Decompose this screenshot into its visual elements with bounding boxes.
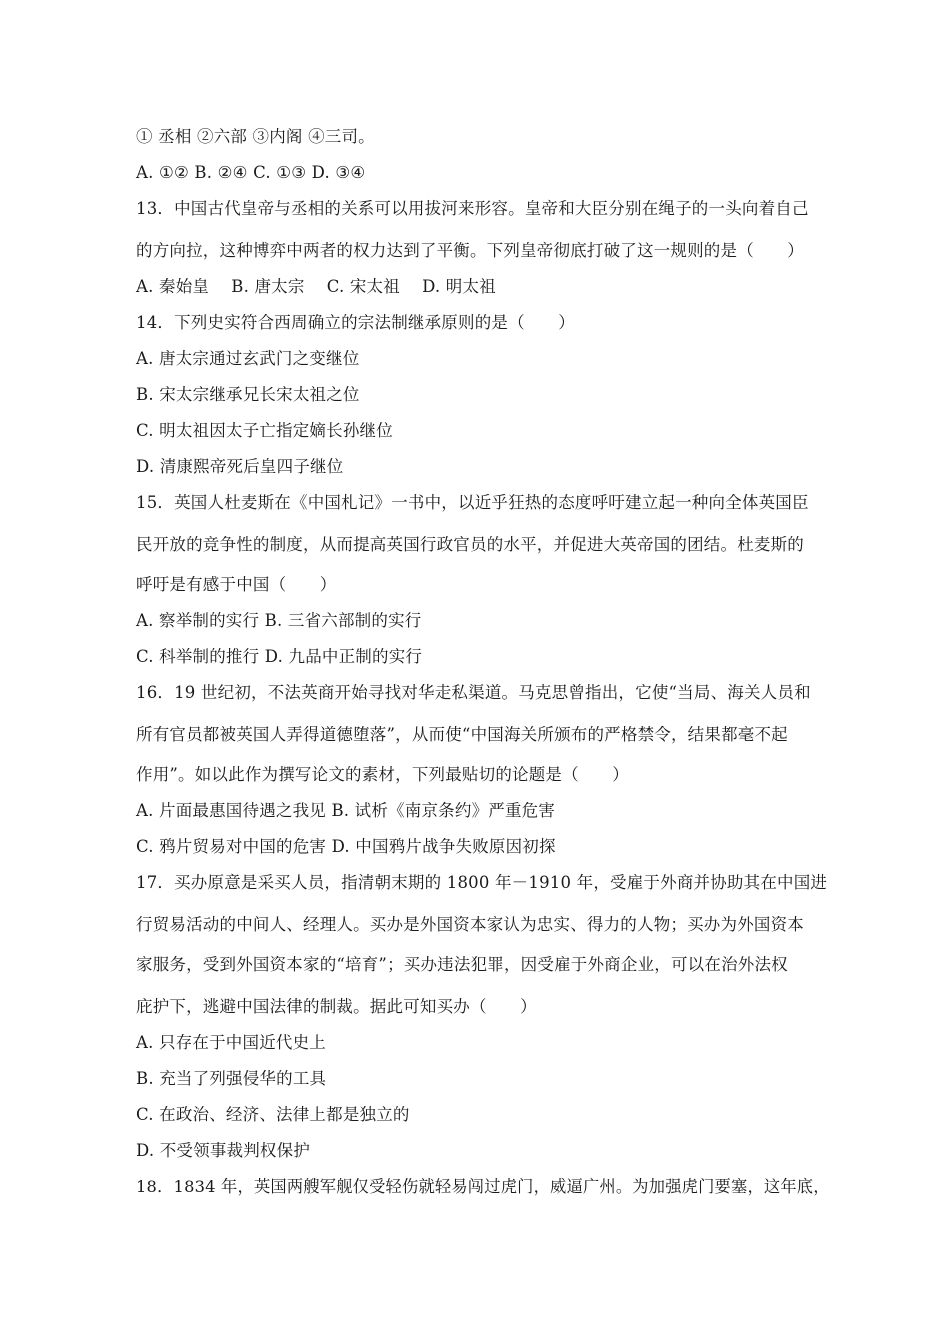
q15-options-ab: A. 察举制的实行 B. 三省六部制的实行 bbox=[136, 611, 422, 630]
q17-option-b: B. 充当了列强侵华的工具 bbox=[136, 1069, 327, 1088]
q15-stem-line-1: 15．英国人杜麦斯在《中国札记》一书中，以近乎狂热的态度呼吁建立起一种向全体英国臣 bbox=[136, 493, 809, 512]
q13-stem-line-1: 13．中国古代皇帝与丞相的关系可以用拔河来形容。皇帝和大臣分别在绳子的一头向着自己 bbox=[136, 199, 809, 218]
q18-stem-line-1: 18．1834 年，英国两艘军舰仅受轻伤就轻易闯过虎门，威逼广州。为加强虎门要塞，这年底， bbox=[136, 1177, 830, 1196]
q17-stem-line-4: 庇护下，逃避中国法律的制裁。据此可知买办（ ） bbox=[136, 997, 537, 1016]
q17-stem-line-2: 行贸易活动的中间人、经理人。买办是外国资本家认为忠实、得力的人物；买办为外国资本 bbox=[136, 915, 804, 934]
q16-options-cd: C. 鸦片贸易对中国的危害 D. 中国鸦片战争失败原因初探 bbox=[136, 837, 556, 856]
q13-answer-choices: A. 秦始皇 B. 唐太宗 C. 宋太祖 D. 明太祖 bbox=[136, 277, 496, 296]
q17-option-d: D. 不受领事裁判权保护 bbox=[136, 1141, 311, 1160]
q14-option-b: B. 宋太宗继承兄长宋太祖之位 bbox=[136, 385, 360, 404]
q17-stem-line-3: 家服务，受到外国资本家的“培育”；买办违法犯罪，因受雇于外商企业，可以在治外法权 bbox=[136, 955, 788, 974]
q16-stem-line-2: 所有官员都被英国人弄得道德堕落”，从而使“中国海关所颁布的严格禁令，结果都毫不起 bbox=[136, 725, 788, 744]
q16-stem-line-3: 作用”。如以此作为撰写论文的素材，下列最贴切的论题是（ ） bbox=[136, 765, 629, 784]
q12-answer-choices: A. ①② B. ②④ C. ①③ D. ③④ bbox=[136, 163, 366, 182]
q12-options-list: ① 丞相 ②六部 ③内阁 ④三司。 bbox=[136, 127, 375, 146]
q15-stem-line-2: 民开放的竞争性的制度，从而提高英国行政官员的水平，并促进大英帝国的团结。杜麦斯的 bbox=[136, 535, 804, 554]
q15-options-cd: C. 科举制的推行 D. 九品中正制的实行 bbox=[136, 647, 423, 666]
q14-option-c: C. 明太祖因太子亡指定嫡长孙继位 bbox=[136, 421, 393, 440]
q14-option-d: D. 清康熙帝死后皇四子继位 bbox=[136, 457, 344, 476]
q17-option-a: A. 只存在于中国近代史上 bbox=[136, 1033, 327, 1052]
q16-stem-line-1: 16．19 世纪初，不法英商开始寻找对华走私渠道。马克思曾指出，它使“当局、海关人员和 bbox=[136, 683, 811, 702]
q17-stem-line-1: 17．买办原意是采买人员，指清朝末期的 1800 年－1910 年，受雇于外商并协助其在中国进 bbox=[136, 873, 828, 892]
q15-stem-line-3: 呼吁是有感于中国（ ） bbox=[136, 575, 337, 594]
q17-option-c: C. 在政治、经济、法律上都是独立的 bbox=[136, 1105, 410, 1124]
q14-stem: 14．下列史实符合西周确立的宗法制继承原则的是（ ） bbox=[136, 313, 575, 332]
q13-stem-line-2: 的方向拉，这种博弈中两者的权力达到了平衡。下列皇帝彻底打破了这一规则的是（ ） bbox=[136, 241, 804, 260]
q14-option-a: A. 唐太宗通过玄武门之变继位 bbox=[136, 349, 360, 368]
q16-options-ab: A. 片面最惠国待遇之我见 B. 试析《南京条约》严重危害 bbox=[136, 801, 556, 820]
